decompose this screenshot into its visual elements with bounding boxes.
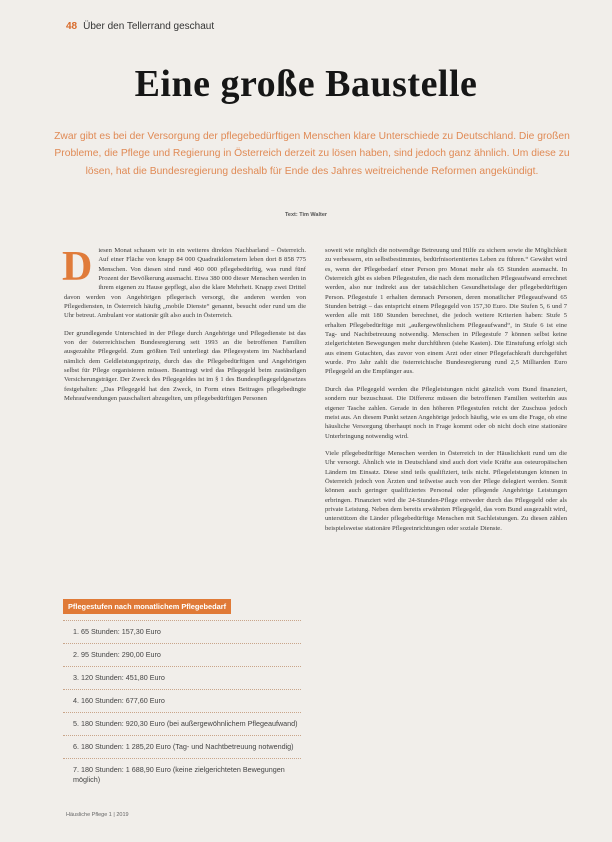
care-levels-list <box>63 620 301 791</box>
care-level-item: 7. 180 Stunden: 1 688,90 Euro (keine zielgerichteten Bewegungen möglich) <box>63 758 301 791</box>
care-levels-box <box>63 596 301 806</box>
left-paragraph-1-text: iesen Monat schauen wir in ein weiteres direktes Nachbarland – Österreich. Auf einer Fläche von knapp 84 000 Quadratkilometern leben dort 8 858 775 Menschen. Von diesen sind rund 460 000 pflegebedürftig, was rund fünf Prozent der Bevölkerung ausmacht. Etwa 380 000 dieser Menschen werden in ihrem eigenen zu Hause gepflegt, also die klare Mehrheit. Knapp zwei Drittel davon werden von Angehörigen pflegerisch versorgt, die anderen werden von Pflegediensten, in Österreich häufig „mobile Dienste“ genannt, besucht oder rund um die Uhr betreut. Ambulant vor stationär gilt also auch in Österreich. <box>64 247 306 320</box>
left-column <box>64 246 306 412</box>
care-levels-title: Pflegestufen nach monatlichem Pflegebedarf <box>63 599 231 614</box>
author-line: Text: Tim Walter <box>284 212 328 218</box>
care-level-item: 5. 180 Stunden: 920,30 Euro (bei außergewöhnlichem Pflegeaufwand) <box>63 712 301 735</box>
care-level-item: 6. 180 Stunden: 1 285,20 Euro (Tag- und Nachtbetreuung notwendig) <box>63 735 301 758</box>
right-column <box>325 246 567 541</box>
right-paragraph-1: soweit wie möglich die notwendige Betreuung und Hilfe zu sichern sowie die Möglichkeit zu verbessern, ein selbstbestimmtes, bedürfnisorientiertes Leben zu führen.“ Gewährt wird es, wenn der Pflegebedarf einer Person pro Monat mehr als 65 Stunden ausmacht. In Österreich gibt es sieben Pflegestufen, die nach dem monatlichen Pflegeaufwand errechnet werden, also nur indirekt aus der tatsächlichen Gesundheitslage der pflegebedürftigen Person. Pflegestufe 1 erhalten demnach Personen, deren monatlicher Pflegeaufwand 65 Stunden beträgt – das entspricht einem Pflegegeld von 157,30 Euro. Die Stufen 5, 6 und 7 werden alle mit 180 Stunden berechnet, die jedoch weitere Kriterien haben: Stufe 5 erhalten Pflegebedürftige mit „außergewöhnlichem Pflegeaufwand“, in Stufe 6 ist eine Tag- und Nachtbetreuung notwendig. Menschen in Pflegestufe 7 können selbst keine zielgerichteten Bewegungen mehr durchführen (siehe Kasten). Die Einstufung erfolgt sich aus einem Gutachten, das zuvor von einem Arzt oder einer Pflegefachkraft durchgeführt wurde. Pro Jahr zahlt die österreichische Bundesregierung rund 2,5 Milliarden Euro Pflegegeld an die Empfänger aus. <box>325 247 567 376</box>
page-footer: Häusliche Pflege 1 | 2019 <box>66 812 129 818</box>
page-number: 48 <box>66 21 78 32</box>
care-level-item: 3. 120 Stunden: 451,80 Euro <box>63 666 301 689</box>
left-paragraph-2: Der grundlegende Unterschied in der Pflege durch Angehörige und Pflegedienste ist das von der österreichischen Bundesregierung seit 1993 an die betroffenen Familien ausgezahlte Pflegegeld. Zum größten Teil unterliegt das Pflegesystem im Nachbarland nämlich dem Geldleistungsprinzip, durch das die Pflegebedürftigen und Angehörigen selbst für Pflege organisieren müssen. Beantragt wird das Pflegegeld beim zuständigen Versicherungsträger. Der Zweck des Pflegegeldes ist im § 1 des Bundespflegegeldgesetzes festgehalten: „Das Pflegegeld hat den Zweck, in Form eines Beitrages pflegebedingte Mehraufwendungen pauschaliert abzugelten, um pflegebedürftigen Personen <box>64 329 306 403</box>
right-paragraph-3: Viele pflegebedürftige Menschen werden in Österreich in der Häuslichkeit rund um die Uhr versorgt. Ähnlich wie in Deutschland sind auch dort viele Kräfte aus osteuropäischen Ländern im Einsatz. Diese sind teils qualifiziert, teils nicht. Pflegeleistungen können in Österreich jedoch von Ärzten und teilweise auch von der Pflege delegiert werden. Somit können auch geringer qualifiziertes Personal oder pflegende Angehörige Leistungen erbringen. Finanziert wird die 24-Stunden-Pflege entweder durch das Pflegegeld oder als private Leistung. Neben dem bereits erwähnten Pflegegeld, das vom Bund ausgezahlt wird, unterstützen die Länder pflegebedürftige Menschen mit Sachleistungen. Zu diesen zählen beispielsweise stationäre Pflegeeinrichtungen oder soziale Dienste. <box>325 449 567 532</box>
headline: Eine große Baustelle <box>134 63 478 105</box>
left-paragraph-1 <box>64 246 306 321</box>
care-level-item: 1. 65 Stunden: 157,30 Euro <box>63 620 301 643</box>
section-title: Über den Tellerrand geschaut <box>83 21 215 32</box>
care-level-item: 4. 160 Stunden: 677,60 Euro <box>63 689 301 712</box>
right-paragraph-2: Durch das Pflegegeld werden die Pflegleistungen nicht gänzlich vom Bund finanziert, sondern nur bezuschusst. Die Differenz müssen die betroffenen Familien weiterhin aus eigener Tasche zahlen. Gerade in den höheren Pflegestufen reicht der Zuschuss jedoch meist aus. An diesem Punkt setzen Angehörige jedoch häufig, wie es um die Frage, ob eine häusliche Versorgung überhaupt noch in Frage kommt oder ob nicht doch eine stationäre Unterbringung notwendig wird. <box>325 385 567 440</box>
lead-paragraph: Zwar gibt es bei der Versorgung der pflegebedürftigen Menschen klare Unterschiede zu Deutschland. Die großen Probleme, die Pflege und Regierung in Österreich derzeit zu lösen haben, sind jedoch ganz ähnlich. Um diese zu lösen, hat die Bundesregierung deshalb für Ende des Jahres weitreichende Reformen angekündigt. <box>54 131 570 177</box>
page-header <box>66 21 214 32</box>
care-level-item: 2. 95 Stunden: 290,00 Euro <box>63 643 301 666</box>
drop-cap: D <box>62 244 93 290</box>
